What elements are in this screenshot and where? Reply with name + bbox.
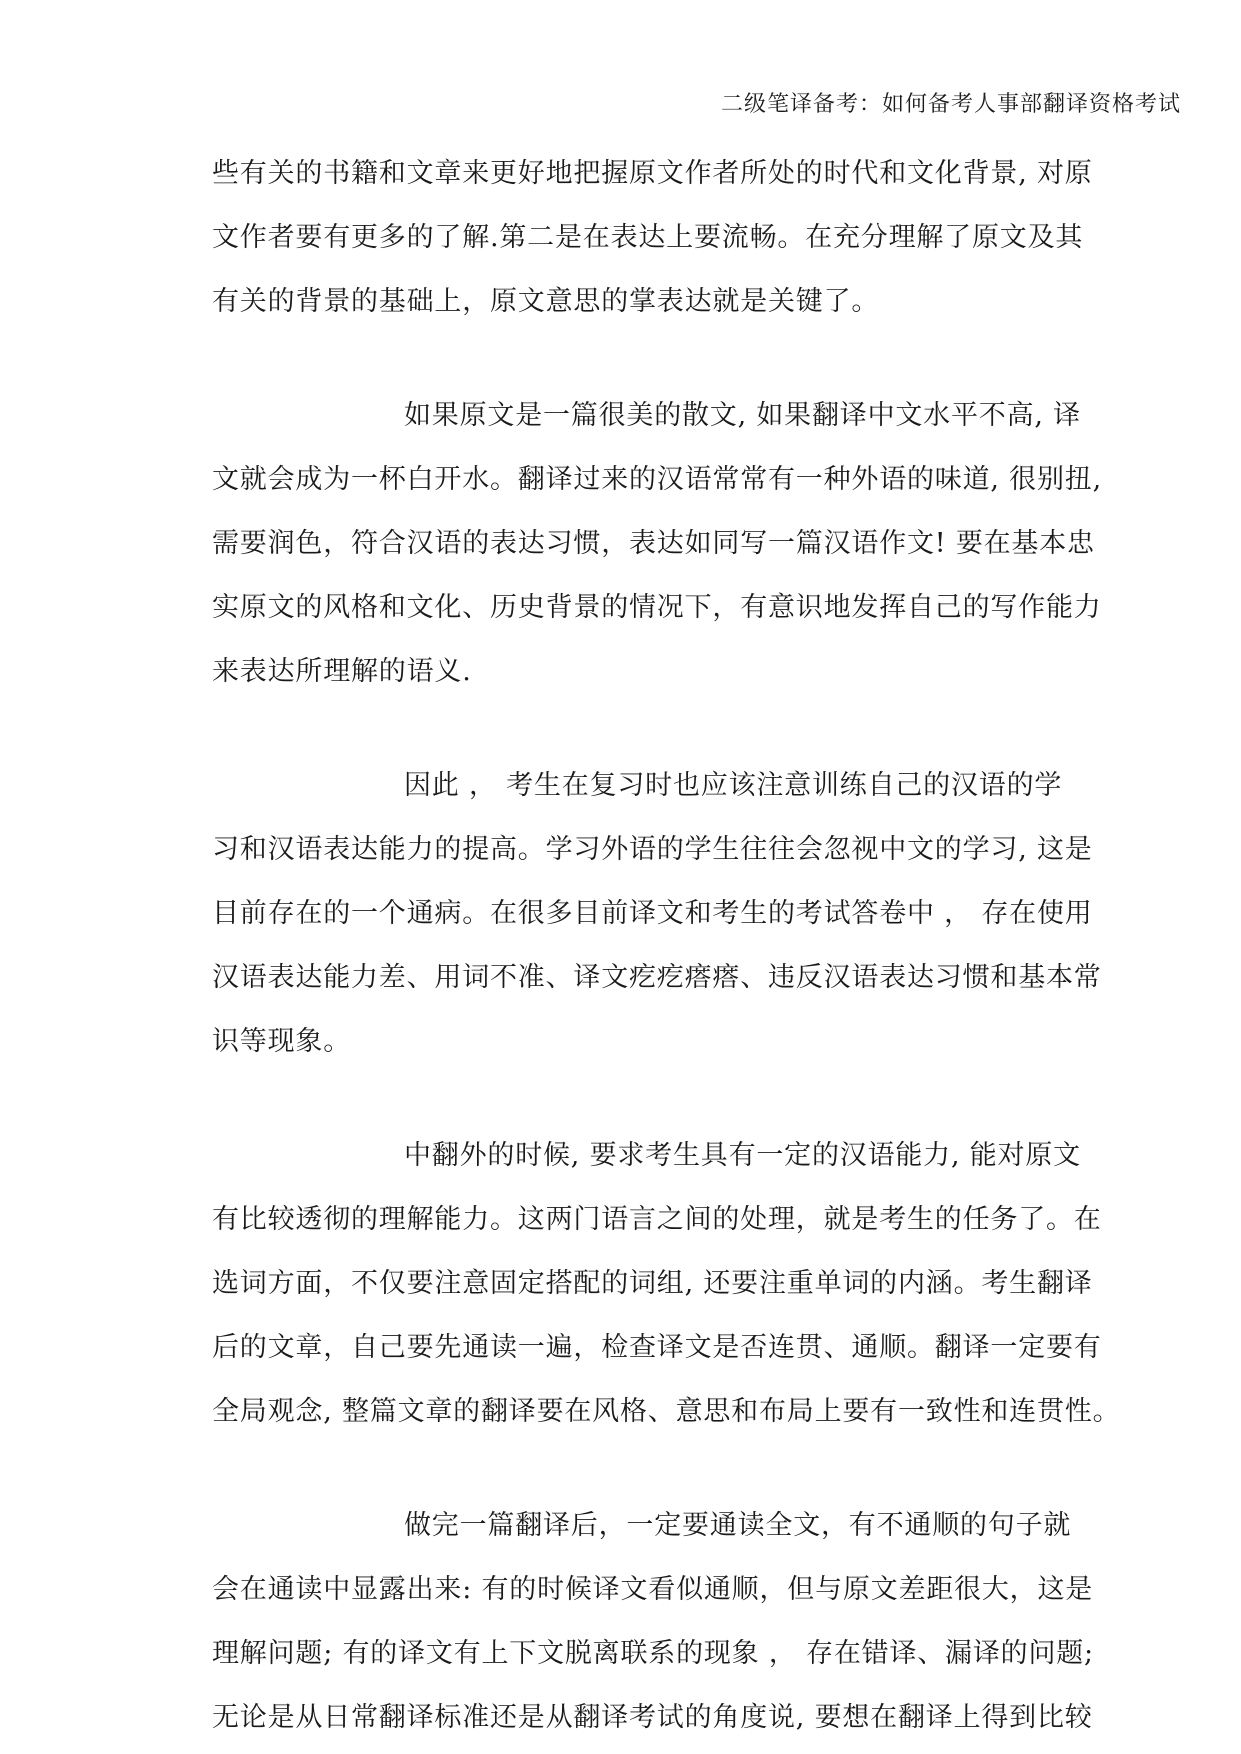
text-line: 后的文章，自己要先通读一遍，检查译文是否连贯、通顺。翻译一定要有 [212,1332,1102,1363]
text-line: 做完一篇翻译后，一定要通读全文，有不通顺的句子就 [404,1510,1072,1541]
paragraph [212,754,1102,1074]
text-line: 需要润色，符合汉语的表达习惯，表达如同写一篇汉语作文! 要在基本忠 [212,528,1095,559]
text-line: 识等现象。 [212,1026,351,1057]
paragraph-spacer [212,1444,1032,1494]
text-line: 无论是从日常翻译标准还是从翻译考试的角度说, 要想在翻译上得到比较 [212,1702,1093,1733]
text-line: 文就会成为一杯白开水。翻译过来的汉语常常有一种外语的味道, 很别扭, [212,464,1102,495]
text-line: 有关的背景的基础上，原文意思的掌表达就是关键了。 [212,286,880,317]
text-line: 会在通读中显露出来: 有的时候译文看似通顺，但与原文差距很大，这是 [212,1574,1094,1605]
paragraph [212,1494,1094,1750]
text-line: 选词方面，不仅要注意固定搭配的词组, 还要注重单词的内涵。考生翻译 [212,1268,1093,1299]
text-line: 习和汉语表达能力的提高。学习外语的学生往往会忽视中文的学习, 这是 [212,834,1093,865]
text-line: 汉语表达能力差、用词不准、译文疙疙瘩瘩、违反汉语表达习惯和基本常 [212,962,1102,993]
text-line: 理解问题; 有的译文有上下文脱离联系的现象 ， 存在错译、漏译的问题; [212,1638,1094,1669]
text-line: 中翻外的时候, 要求考生具有一定的汉语能力, 能对原文 [404,1140,1081,1171]
paragraph [212,384,1102,704]
page-header-title: 二级笔译备考：如何备考人事部翻译资格考试 [720,92,1181,117]
text-line: 全局观念, 整篇文章的翻译要在风格、意思和布局上要有一致性和连贯性。 [212,1396,1121,1427]
paragraph-spacer [212,1074,1032,1124]
document-body [212,142,1121,1750]
text-line: 些有关的书籍和文章来更好地把握原文作者所处的时代和文化背景, 对原 [212,158,1093,189]
text-line: 有比较透彻的理解能力。这两门语言之间的处理，就是考生的任务了。在 [212,1204,1102,1235]
paragraph [212,1124,1121,1444]
text-line: 实原文的风格和文化、历史背景的情况下，有意识地发挥自己的写作能力 [212,592,1102,623]
paragraph [212,142,1093,334]
text-line: 来表达所理解的语义. [212,656,472,687]
text-line: 目前存在的一个通病。在很多目前译文和考生的考试答卷中 ， 存在使用 [212,898,1093,929]
text-line: 因此 ， 考生在复习时也应该注意训练自己的汉语的学 [404,770,1063,801]
paragraph-spacer [212,334,1032,384]
text-line: 文作者要有更多的了解.第二是在表达上要流畅。在充分理解了原文及其 [212,222,1084,253]
text-line: 如果原文是一篇很美的散文, 如果翻译中文水平不高, 译 [404,400,1081,431]
paragraph-spacer [212,704,1032,754]
